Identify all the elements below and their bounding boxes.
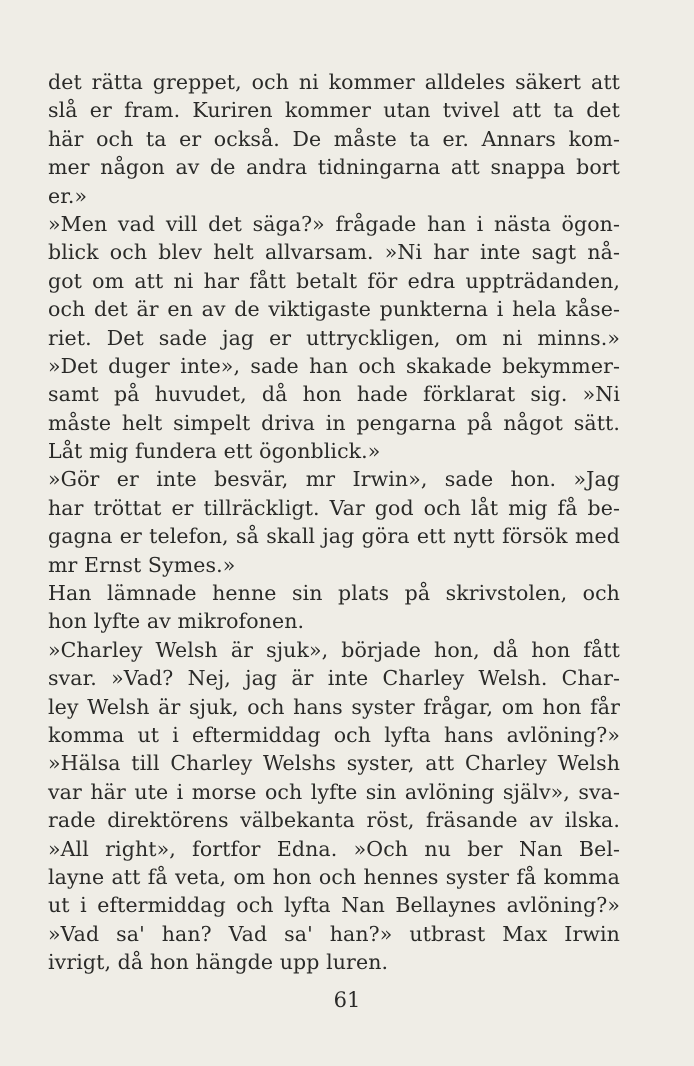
text-line: hon lyfte av mikrofonen. [48, 609, 305, 634]
text-line: mer någon av de andra tidningarna att snappa bort [48, 155, 620, 180]
text-line: här och ta er också. De måste ta er. Annars kom- [48, 126, 620, 151]
text-line: »Gör er inte besvär, mr Irwin», sade hon. »Jag [48, 467, 620, 492]
text-line: Han lämnade henne sin plats på skrivstolen, och [48, 581, 620, 606]
text-line: rade direktörens välbekanta röst, fräsande av ilska. [48, 808, 620, 833]
text-line: det rätta greppet, och ni kommer alldeles säkert att [48, 70, 620, 94]
page-number: 61 [333, 988, 361, 1012]
text-line: »Det duger inte», sade han och skakade bekymmer- [48, 353, 620, 378]
text-line: er.» [48, 183, 88, 208]
text-line: »Men vad vill det säga?» frågade han i nästa ögon- [48, 211, 620, 236]
text-line: got om att ni har fått betalt för edra uppträdanden, [48, 268, 620, 293]
text-line: komma ut i eftermiddag och lyfta hans avlöning?» [48, 722, 620, 747]
text-line: och det är en av de viktigaste punkterna i hela kåse- [48, 297, 620, 322]
text-line: »Charley Welsh är sjuk», började hon, då hon fått [48, 637, 620, 662]
text-line: »Hälsa till Charley Welshs syster, att Charley Welsh [48, 751, 620, 776]
body-text [48, 68, 620, 977]
text-line: ut i eftermiddag och lyfta Nan Bellaynes avlöning?» [48, 893, 620, 918]
text-line: måste helt simpelt driva in pengarna på något sätt. [48, 410, 620, 435]
text-line: ivrigt, då hon hängde upp luren. [48, 950, 389, 975]
text-line: blick och blev helt allvarsam. »Ni har inte sagt nå- [48, 240, 620, 265]
text-line: Låt mig fundera ett ögonblick.» [48, 439, 381, 464]
text-line: var här ute i morse och lyfte sin avlöning själv», sva- [48, 779, 620, 804]
text-line: riet. Det sade jag er uttryckligen, om ni minns.» [48, 325, 620, 350]
text-line: »All right», fortfor Edna. »Och nu ber Nan Bel- [48, 836, 620, 861]
text-line: layne att få veta, om hon och hennes syster få komma [48, 864, 620, 889]
text-line: samt på huvudet, då hon hade förklarat sig. »Ni [48, 382, 620, 407]
text-line: svar. »Vad? Nej, jag är inte Charley Welsh. Char- [48, 666, 620, 691]
text-line: slå er fram. Kuriren kommer utan tvivel att ta det [48, 98, 620, 123]
text-line: »Vad sa' han? Vad sa' han?» utbrast Max Irwin [48, 921, 620, 946]
text-line: gagna er telefon, så skall jag göra ett nytt försök med [48, 524, 620, 549]
text-line: ley Welsh är sjuk, och hans syster frågar, om hon får [48, 694, 620, 719]
text-line: mr Ernst Symes.» [48, 552, 236, 577]
text-line: har tröttat er tillräckligt. Var god och låt mig få be- [48, 495, 620, 520]
